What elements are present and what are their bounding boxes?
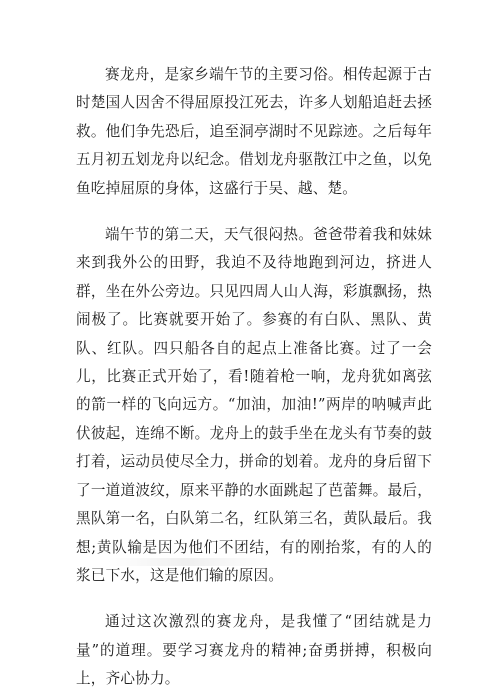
paragraph-dragon-boat-origin: 赛龙舟，是家乡端午节的主要习俗。相传起源于古时楚国人因舍不得屈原投江死去，许多人划船追赶去拯救。他们争先恐后，追至洞亭湖时不见踪迹。之后每年五月初五划龙舟以纪念。借划龙舟驱散江中之鱼，以免鱼吃掉屈原的身体，这盛行于吴、越、楚。 <box>76 66 432 197</box>
essay-body <box>76 61 432 694</box>
paragraph-conclusion: 通过这次激烈的赛龙舟，是我懂了“团结就是力量”的道理。要学习赛龙舟的精神;奋勇拼搏，积极向上，齐心协力。 <box>76 613 432 688</box>
paragraph-race-day: 端午节的第二天，天气很闷热。爸爸带着我和妹妹来到我外公的田野，我迫不及待地跑到河边，挤进人群，坐在外公旁边。只见四周人山人海，彩旗飘扬，热闹极了。比赛就要开始了。参赛的有白队、黑队、黄队、红队。四只船各自的起点上准备比赛。过了一会儿，比赛正式开始了，看!随着枪一响，龙舟犹如离弦的箭一样的飞向远方。“加油，加油!”两岸的呐喊声此伏彼起，连绵不断。龙舟上的鼓手坐在龙头有节奏的鼓打着，运动员使尽全力，拼命的划着。龙舟的身后留下了一道道波纹，原来平静的水面跳起了芭蕾舞。最后，黑队第一名，白队第二名，红队第三名，黄队最后。我想;黄队输是因为他们不团结，有的刚抬浆，有的人的浆已下水，这是他们输的原因。 <box>76 226 432 584</box>
bottom-fade-divider <box>108 558 268 566</box>
